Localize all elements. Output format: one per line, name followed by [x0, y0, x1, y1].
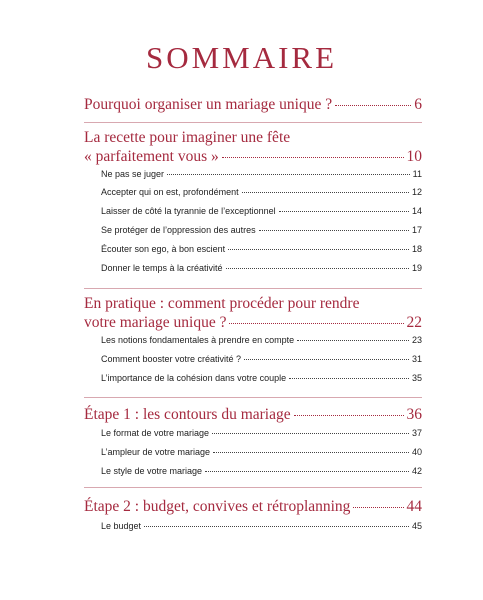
- item-page-number: 12: [411, 187, 422, 197]
- item-label: Se protéger de l’oppression des autres: [101, 225, 256, 235]
- toc-item[interactable]: [101, 263, 422, 273]
- leader-dots: [294, 415, 404, 416]
- item-label: Le budget: [101, 521, 142, 531]
- item-label: L’ampleur de votre mariage: [101, 447, 211, 457]
- leader-dots: [226, 268, 409, 269]
- item-page-number: 40: [411, 447, 422, 457]
- toc-item[interactable]: [101, 428, 422, 438]
- leader-dots: [353, 507, 403, 508]
- page-title: SOMMAIRE: [145, 40, 338, 75]
- item-page-number: 17: [411, 225, 422, 235]
- toc-section-5[interactable]: [84, 497, 422, 516]
- leader-dots: [229, 323, 403, 324]
- section-title: Pourquoi organiser un mariage unique ?: [84, 96, 333, 113]
- leader-dots: [144, 526, 409, 527]
- section-page-number: 10: [406, 148, 422, 165]
- leader-dots: [279, 211, 409, 212]
- divider: [84, 487, 422, 488]
- toc-item[interactable]: [101, 187, 422, 197]
- toc-item[interactable]: [101, 335, 422, 345]
- leader-dots: [205, 471, 409, 472]
- divider: [84, 288, 422, 289]
- item-page-number: 19: [411, 263, 422, 273]
- item-label: Accepter qui on est, profondément: [101, 187, 239, 197]
- toc-section-line: [84, 405, 422, 424]
- leader-dots: [335, 105, 411, 106]
- toc-section-line: [84, 95, 422, 114]
- section-page-number: 44: [406, 498, 422, 515]
- toc-item[interactable]: [101, 354, 422, 364]
- section-page-number: 6: [414, 96, 422, 113]
- item-page-number: 45: [411, 521, 422, 531]
- section-title-line-1: La recette pour imaginer une fête: [84, 129, 291, 146]
- item-label: Comment booster votre créativité ?: [101, 354, 242, 364]
- item-label: L’importance de la cohésion dans votre couple: [101, 373, 287, 383]
- leader-dots: [297, 340, 409, 341]
- leader-dots: [259, 230, 409, 231]
- toc-section-3[interactable]: [84, 294, 422, 332]
- section-page-number: 22: [406, 314, 422, 331]
- item-label: Donner le temps à la créativité: [101, 263, 223, 273]
- item-label: Les notions fondamentales à prendre en compte: [101, 335, 295, 345]
- leader-dots: [212, 433, 409, 434]
- item-label: Écouter son ego, à bon escient: [101, 244, 226, 254]
- section-title-line-2: « parfaitement vous »: [84, 148, 219, 165]
- leader-dots: [244, 359, 409, 360]
- toc-item[interactable]: [101, 373, 422, 383]
- leader-dots: [242, 192, 409, 193]
- leader-dots: [213, 452, 409, 453]
- section-title-line-1: En pratique : comment procéder pour rendre: [84, 295, 360, 312]
- item-page-number: 23: [411, 335, 422, 345]
- leader-dots: [228, 249, 409, 250]
- item-label: Laisser de côté la tyrannie de l’exceptionnel: [101, 206, 276, 216]
- item-label: Le format de votre mariage: [101, 428, 210, 438]
- toc-item[interactable]: [101, 521, 422, 531]
- leader-dots: [167, 174, 410, 175]
- toc-item[interactable]: [101, 447, 422, 457]
- toc-section-line: [84, 313, 422, 332]
- toc-section-2[interactable]: [84, 128, 422, 166]
- leader-dots: [289, 378, 409, 379]
- item-page-number: 18: [411, 244, 422, 254]
- toc-item[interactable]: [101, 466, 422, 476]
- item-page-number: 11: [412, 169, 422, 179]
- section-title: Étape 2 : budget, convives et rétroplanning: [84, 498, 351, 515]
- toc-section-4[interactable]: [84, 405, 422, 424]
- item-page-number: 31: [411, 354, 422, 364]
- toc-item[interactable]: [101, 244, 422, 254]
- item-page-number: 35: [411, 373, 422, 383]
- divider: [84, 397, 422, 398]
- section-title-line-2: votre mariage unique ?: [84, 314, 227, 331]
- item-page-number: 37: [411, 428, 422, 438]
- item-page-number: 42: [411, 466, 422, 476]
- toc-section-1[interactable]: [84, 95, 422, 114]
- section-title: Étape 1 : les contours du mariage: [84, 406, 291, 423]
- toc-section-line: [84, 147, 422, 166]
- divider: [84, 122, 422, 123]
- toc-item[interactable]: [101, 169, 422, 179]
- item-page-number: 14: [411, 206, 422, 216]
- toc-item[interactable]: [101, 225, 422, 235]
- item-label: Le style de votre mariage: [101, 466, 203, 476]
- leader-dots: [222, 157, 404, 158]
- toc-section-line: [84, 497, 422, 516]
- item-label: Ne pas se juger: [101, 169, 165, 179]
- toc-item[interactable]: [101, 206, 422, 216]
- section-page-number: 36: [406, 406, 422, 423]
